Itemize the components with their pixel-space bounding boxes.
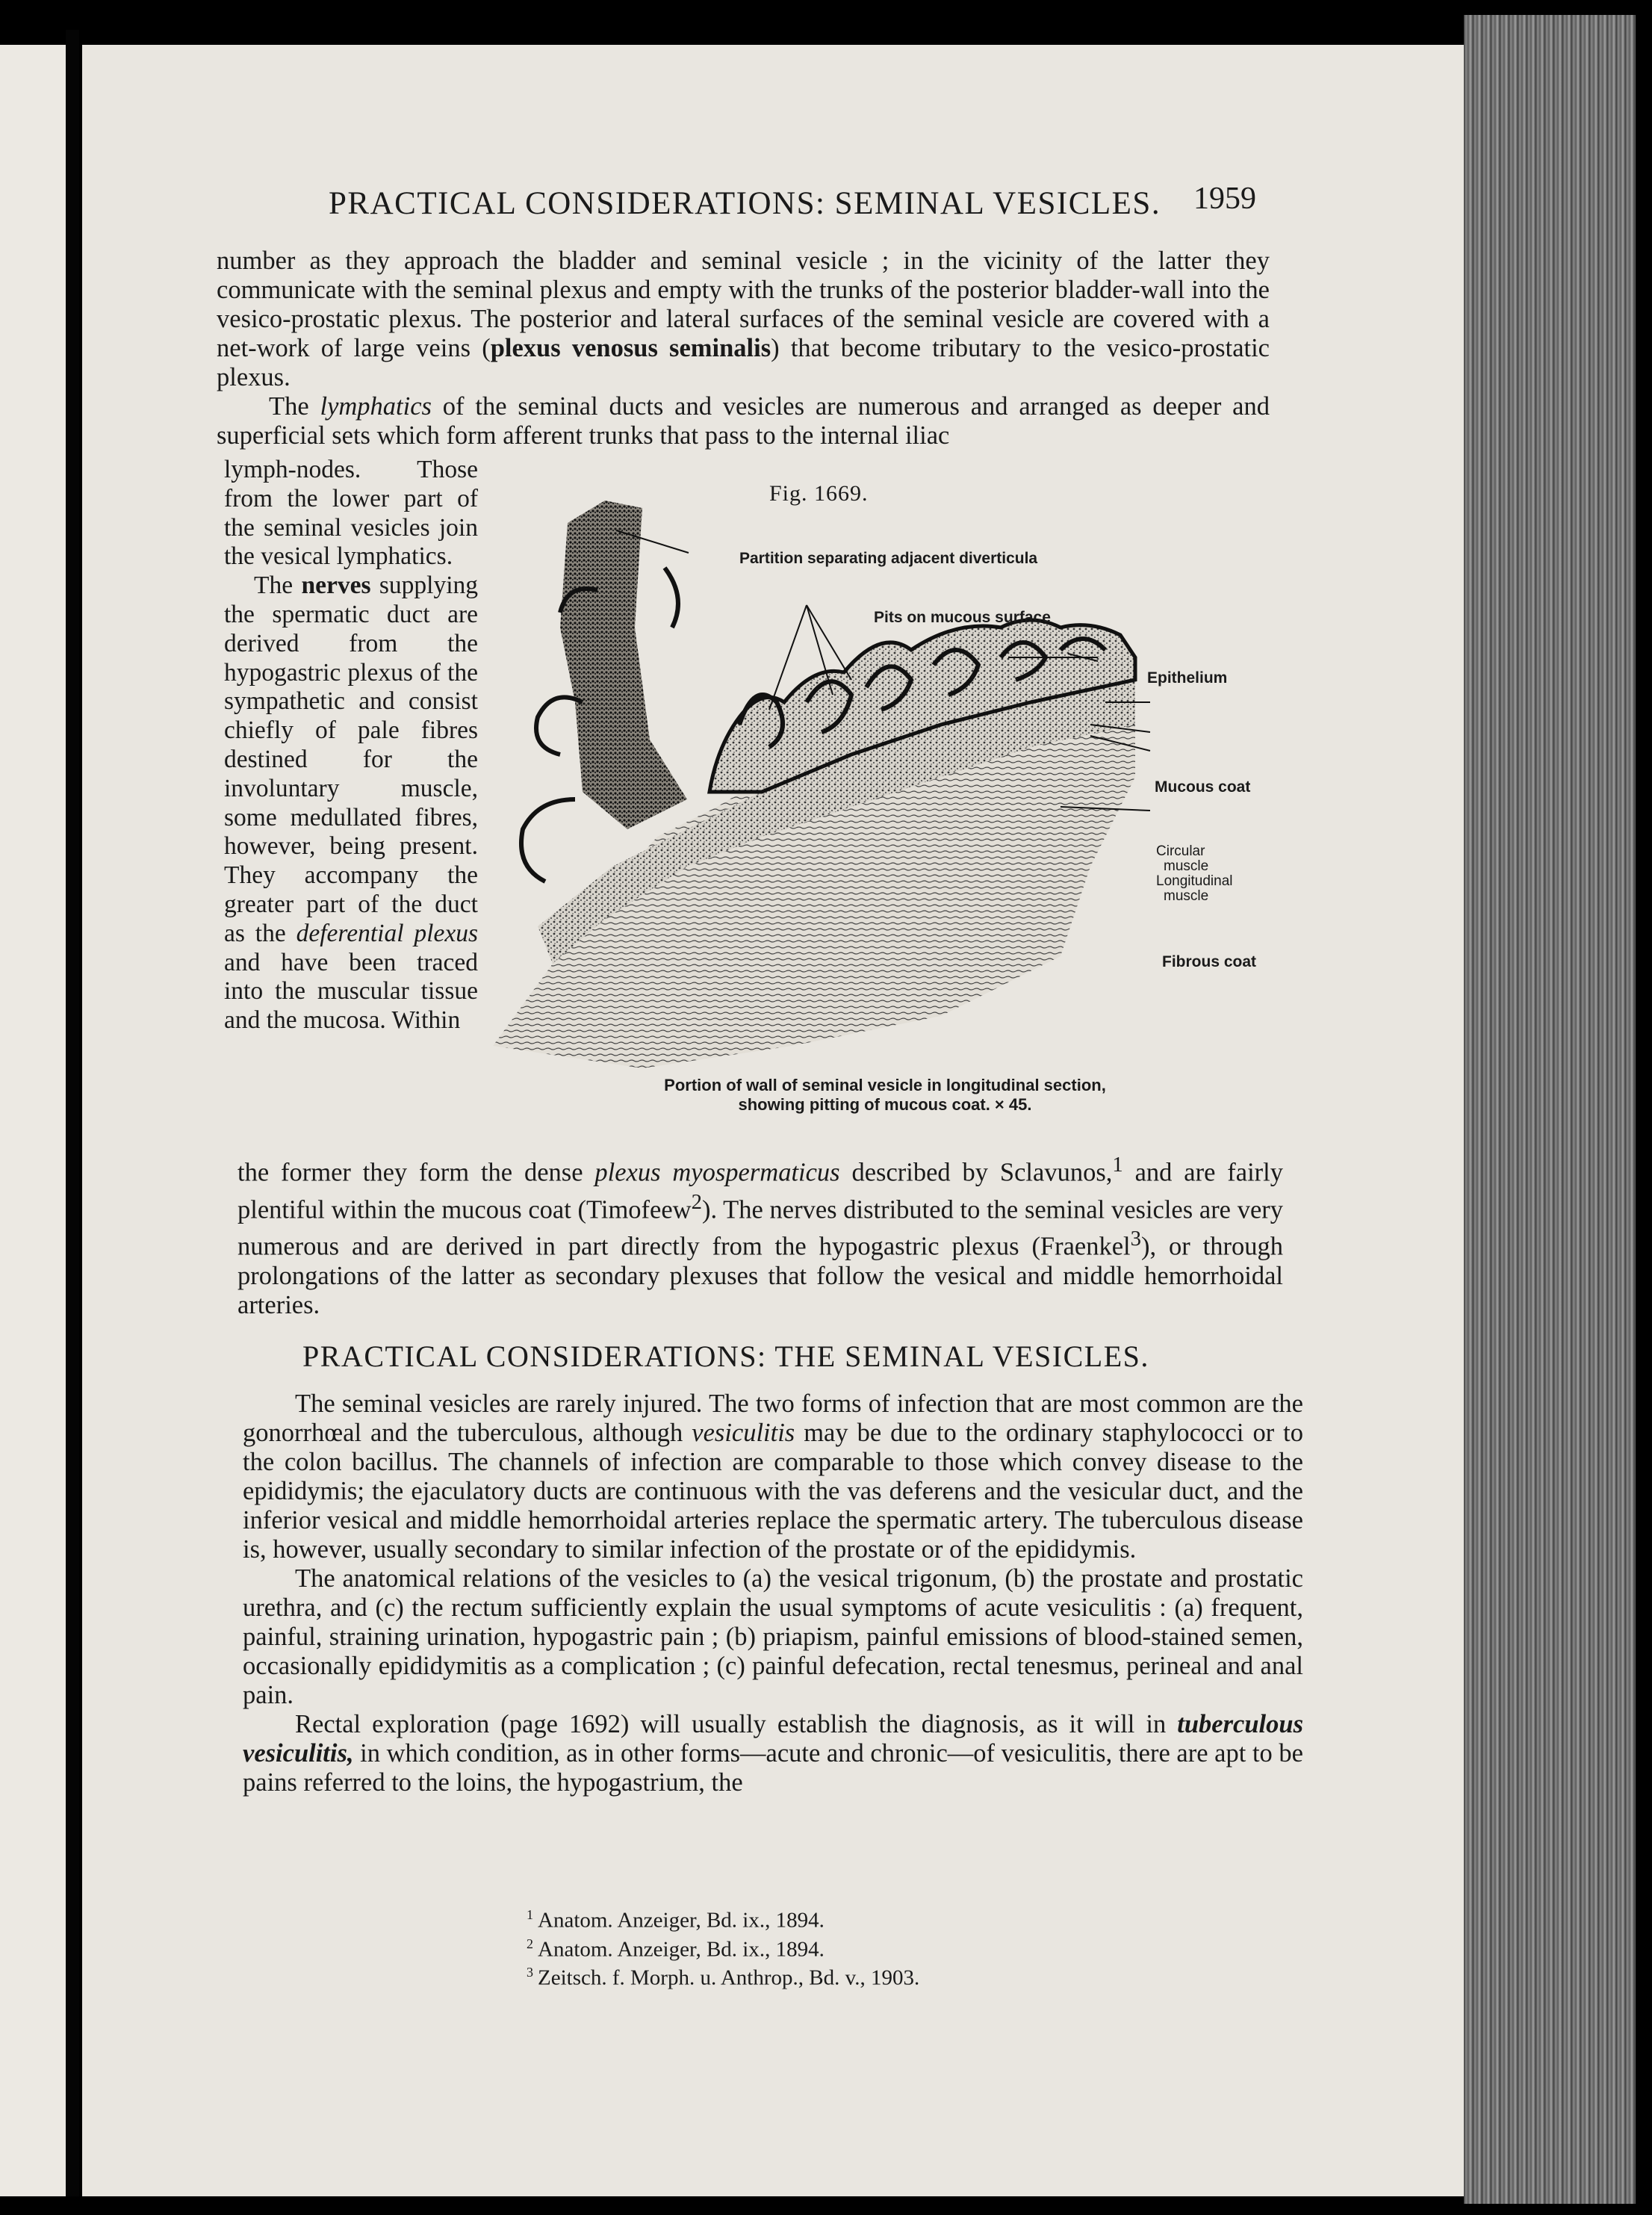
text-run: of the seminal ducts and vesicles are numerous and arranged as deeper and superficial sets which form afferent trunks that pass to the internal iliac [217,392,1270,450]
text-run: The [269,392,320,421]
section-body [243,1390,1303,1797]
text-run: described by Sclavunos, [839,1158,1113,1187]
footnote-text: Anatom. Anzeiger, Bd. ix., 1894. [538,1937,825,1962]
text-run: and are fairly plentiful within the mucous coat (Timofeew [237,1158,1283,1224]
footnote-ref: 2 [691,1189,702,1214]
page-number: 1959 [1193,182,1256,216]
footnote-mark: 1 [527,1907,533,1922]
text-run: ). The nerves distributed to the seminal vesicles are very numerous and are derived in part directly from the hypogastric plexus (Fraenkel [237,1195,1283,1261]
paragraph-symptoms: The anatomical relations of the vesicles to (a) the vesical trigonum, (b) the prostate and prostatic urethra, and (c) the rectum sufficiently explain the usual symptoms of acute vesiculitis : (a) frequent, painful, straining urination, hypogastric pain ; (b) priapism, painful emissions of blood-stained semen, occasionally epididymitis as a complication ; (c) painful defecation, rectal tenesmus, perineal and anal pain. [243,1564,1303,1709]
text-run: the former they form the dense [237,1158,595,1187]
footnote-ref: 1 [1112,1153,1123,1177]
footnote-3 [527,1961,919,1990]
paragraph-infection [243,1390,1303,1564]
label-pits: Pits on mucous surface [874,609,1051,626]
text-run: in which condition, as in other forms—acute and chronic—of vesiculitis, there are apt to be pains referred to the loins, the hypogastrium, the [243,1739,1303,1797]
paragraph-lymph-nodes: lymph-nodes. Those from the lower part of the seminal vesicles join the vesical lymphatics. [224,456,478,571]
footnote-mark: 3 [527,1965,533,1980]
bold-term: plexus venosus seminalis [490,334,771,362]
label-epithelium: Epithelium [1147,669,1228,687]
label-partition: Partition separating adjacent diverticula [739,550,1038,567]
label-circular-muscle [1156,844,1208,874]
text-run: The seminal vesicles are rarely injured. The two forms of infection that are most common are the gonorrhœal and the tuberculous, although [243,1390,1303,1447]
figure-title: Fig. 1669. [769,481,869,506]
figure-caption [586,1076,1184,1115]
text-run: number as they approach the bladder and seminal vesicle ; in the vicinity of the latter they communicate with the seminal plexus and empty with the trunks of the posterior bladder-wall into the vesico-prostatic plexus. The posterior and lateral surfaces of the seminal vesicle are covered with a net-work of large veins ( [217,247,1270,362]
italic-term: plexus myospermaticus [594,1158,840,1187]
footnote-text: Anatom. Anzeiger, Bd. ix., 1894. [538,1908,825,1933]
paragraph-diagnosis [243,1710,1303,1797]
paragraph-lymphatics [217,392,1270,450]
scan-border [1636,0,1652,2215]
running-head: PRACTICAL CONSIDERATIONS: SEMINAL VESICLES. [329,186,1161,221]
italic-term: lymphatics [320,392,432,421]
paragraph-nerves [224,571,478,1035]
label-longitudinal-muscle [1156,874,1232,904]
partition-column [560,501,687,829]
label-line: muscle [1164,858,1209,874]
facing-page-edge [0,45,66,2196]
footnotes [527,1903,919,1990]
after-figure-text [237,1150,1283,1320]
top-text-block [217,247,1270,450]
text-run: may be due to the ordinary staphylococci or to the colon bacillus. The channels of infection are comparable to those which convey disease to the epididymis; the ejaculatory ducts are continuous with the vas deferens and the vesicular duct, and the inferior vesical and middle hemorrhoidal arteries replace the spermatic artery. The tuberculous disease is, however, usually secondary to similar infection of the prostate or of the epididymis. [243,1419,1304,1564]
text-run: ), or through prolongations of the latter as secondary plexuses that follow the vesical and middle hemorrhoidal arteries. [237,1232,1283,1319]
label-line: muscle [1164,888,1209,904]
book-gutter [66,30,79,2196]
text-run: The [254,571,302,600]
paragraph-veins [217,247,1270,392]
page-block-edge [1464,15,1636,2204]
text-run: Rectal exploration (page 1692) will usually establish the diagnosis, as it will in [295,1710,1178,1738]
histology-illustration [493,478,1285,1076]
label-fibrous-coat: Fibrous coat [1162,953,1257,970]
italic-term: deferential plexus [296,919,478,947]
label-line: Circular [1156,843,1205,859]
section-heading: PRACTICAL CONSIDERATIONS: THE SEMINAL VESICLES. [302,1339,1149,1373]
footnote-ref: 3 [1130,1227,1142,1251]
footnote-mark: 2 [527,1936,533,1951]
left-column-text [224,456,478,1035]
paragraph-plexus [237,1150,1283,1320]
label-line: Longitudinal [1156,873,1233,889]
italic-term: vesiculitis [692,1419,795,1447]
footnote-2 [527,1933,919,1962]
footnote-1 [527,1903,919,1933]
figure-1669 [493,478,1285,1136]
text-run: ) that become tributary to the vesico-prostatic plexus. [217,334,1270,391]
caption-line: Portion of wall of seminal vesicle in longitudinal section, [664,1076,1106,1094]
caption-line: showing pitting of mucous coat. × 45. [738,1095,1032,1114]
label-mucous-coat: Mucous coat [1155,778,1251,796]
italic-term: tuberculous vesiculitis, [243,1710,1303,1768]
bold-term: nerves [301,571,371,600]
text-run: and have been traced into the muscular tissue and the mucosa. Within [224,948,478,1035]
text-run: supplying the spermatic duct are derived from the hypogastric plexus of the sympathetic and consist chiefly of pale fibres destined for the involuntary muscle, some medullated fibres, however, being present. They accompany the greater part of the duct as the [224,571,478,947]
footnote-text: Zeitsch. f. Morph. u. Anthrop., Bd. v., 1903. [538,1965,920,1990]
